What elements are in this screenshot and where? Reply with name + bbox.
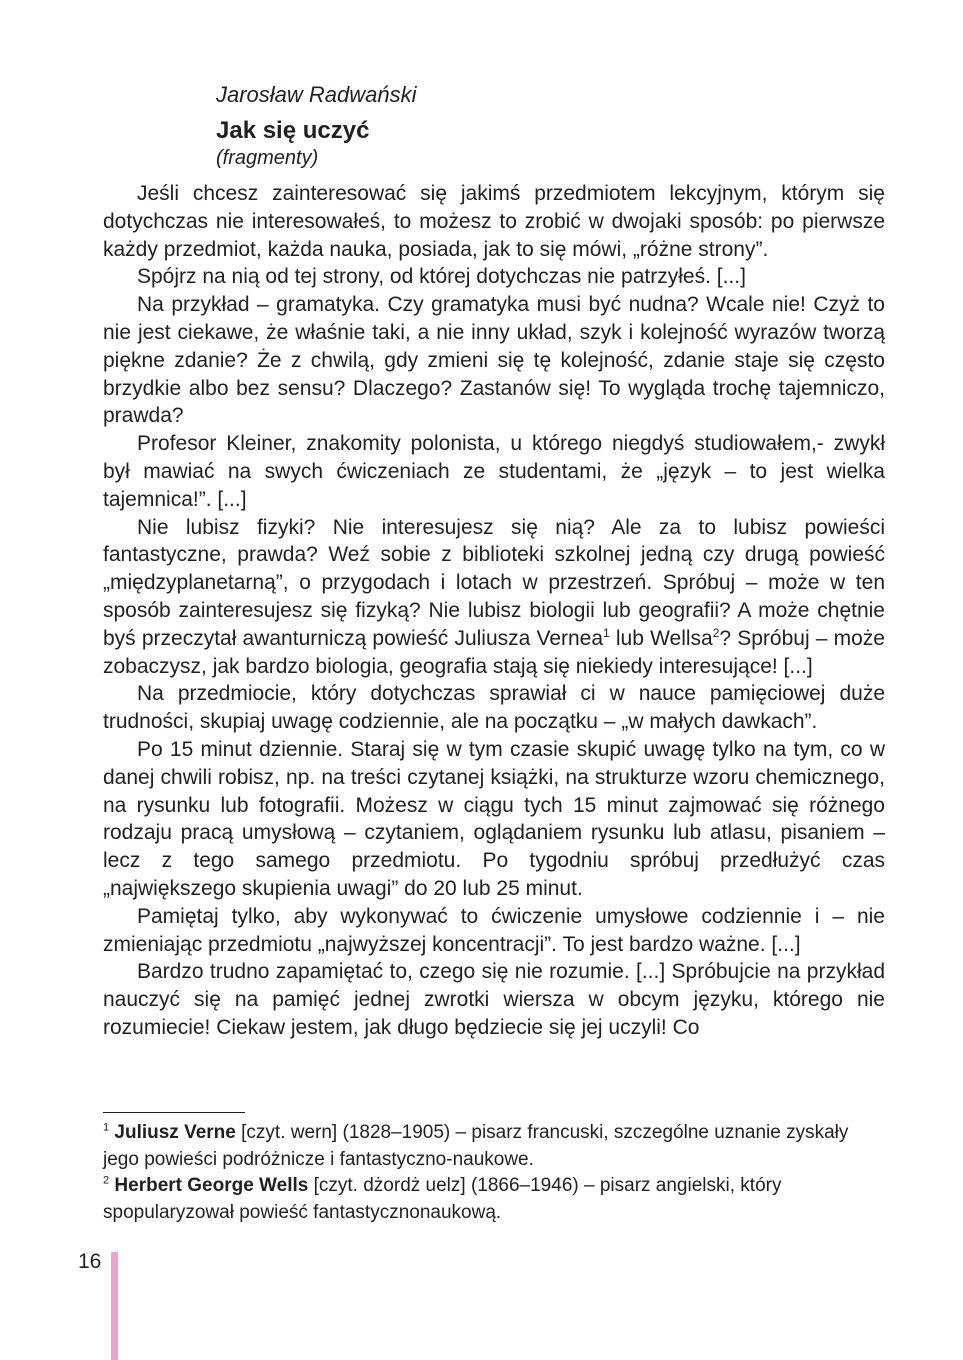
page-number: 16 xyxy=(78,1250,102,1273)
article-body xyxy=(103,180,885,1042)
footnote-term: Juliusz Verne xyxy=(114,1122,236,1143)
paragraph-text: lub Wellsa xyxy=(609,626,713,650)
author-name: Jarosław Radwański xyxy=(216,82,417,107)
paragraph: Jeśli chcesz zainteresować się jakimś przedmiotem lekcyjnym, którym się dotychczas nie interesowałeś, to możesz to zrobić w dwojaki sposób: po pierwsze każdy przedmiot, każda nauka, posiada, jak to się mówi, „różne strony”. xyxy=(103,182,885,261)
footnote-marker: 1 xyxy=(103,1121,110,1134)
article-title: Jak się uczyć xyxy=(216,117,370,144)
paragraph-with-footnote-refs xyxy=(103,514,885,681)
paragraph: Profesor Kleiner, znakomity polonista, u którego niegdyś studiowałem,- zwykł był mawiać na swych ćwiczeniach ze studentami, że „język – to jest wielka tajemnica!”. [...] xyxy=(103,432,885,511)
paragraph: Spójrz na nią od tej strony, od której dotychczas nie patrzyłeś. [...] xyxy=(137,265,746,289)
footnote-divider xyxy=(103,1112,245,1113)
footnote-ref-2: 2 xyxy=(712,625,720,640)
article-subtitle: (fragmenty) xyxy=(216,147,319,169)
footnote-marker: 2 xyxy=(103,1174,110,1187)
footnote-text: [czyt. dżordż uelz] (1866–1946) – pisarz angielski, który spopularyzował powieść fantastycznonaukową. xyxy=(103,1175,782,1223)
paragraph: Bardzo trudno zapamiętać to, czego się nie rozumie. [...] Spróbujcie na przykład nauczyć się na pamięć jednej zwrotki wiersza w obcym języku, którego nie rozumiecie! Ciekaw jestem, jak długo będziecie się jej uczyli! Co xyxy=(103,960,885,1039)
footnote-text: [czyt. wern] (1828–1905) – pisarz francuski, szczególne uznanie zyskały jego powieści podróżnicze i fantastyczno-naukowe. xyxy=(103,1122,849,1170)
footnotes xyxy=(103,1120,885,1226)
footnote-2 xyxy=(103,1173,885,1226)
paragraph: Po 15 minut dziennie. Staraj się w tym czasie skupić uwagę tylko na tym, co w danej chwili robisz, np. na treści czytanej książki, na strukturze wzoru chemicznego, na rysunku lub fotografii. Możesz w ciągu tych 15 minut zajmować się różnego rodzaju pracą umysłową – czytaniem, oglądaniem rysunku lub atlasu, pisaniem – lecz z tego samego przedmiotu. Po tygodniu spróbuj przedłużyć czas „największego skupienia uwagi” do 20 lub 25 minut. xyxy=(103,737,885,900)
paragraph: Na przykład – gramatyka. Czy gramatyka musi być nudna? Wcale nie! Czyż to nie jest ciekawe, że właśnie taki, a nie inny układ, szyk i kolejność wyrazów tworzą piękne zdanie? Że z chwilą, gdy zmieni się tę kolejność, zdanie staje się często brzydkie albo bez sensu? Dlaczego? Zastanów się! To wygląda trochę tajemniczo, prawda? xyxy=(103,293,885,428)
paragraph: Pamiętaj tylko, aby wykonywać to ćwiczenie umysłowe codziennie i – nie zmieniając przedmiotu „najwyższej koncentracji”. To jest bardzo ważne. [...] xyxy=(103,904,885,956)
footnote-ref-1: 1 xyxy=(603,625,610,640)
footnote-1 xyxy=(103,1120,885,1173)
paragraph-text: ? Spróbuj – może zobaczysz, jak bardzo biologia, geografia stają się niekiedy interesujące! [...] xyxy=(103,626,885,678)
paragraph-text: Nie lubisz fizyki? Nie interesujesz się nią? Ale za to lubisz powieści fantastyczne, prawda? Weź sobie z biblioteki szkolnej jedną czy drugą powieść „międzyplanetarną”, o przygodach i lotach w przestrzeń. Spróbuj – może w ten sposób zainteresujesz się fizyką? Nie lubisz biologii lub geografii? A może chętnie byś przeczytał awanturniczą powieść Juliusza Vernea xyxy=(103,515,885,650)
article-header xyxy=(216,80,417,170)
footnote-term: Herbert George Wells xyxy=(114,1175,309,1196)
page-margin-bar xyxy=(111,1252,118,1360)
paragraph: Na przedmiocie, który dotychczas sprawiał ci w nauce pamięciowej duże trudności, skupiaj uwagę codziennie, ale na początku – „w małych dawkach”. xyxy=(103,682,885,734)
